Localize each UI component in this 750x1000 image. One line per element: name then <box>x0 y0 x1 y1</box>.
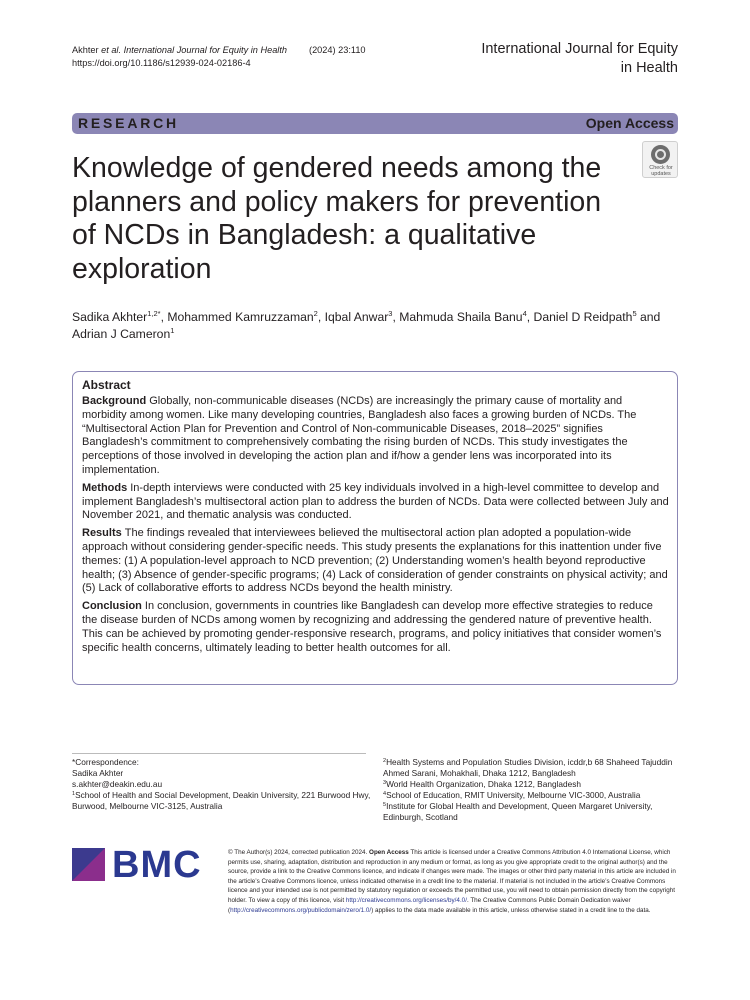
journal-name <box>448 40 678 78</box>
footnotes-right <box>383 757 683 823</box>
author-affiliation-sup: 2 <box>313 309 318 318</box>
author-separator: , <box>392 310 400 324</box>
abstract-section <box>82 482 669 523</box>
doi-link[interactable]: https://doi.org/10.1186/s12939-024-02186-4 <box>72 58 251 68</box>
author-name: Sadika Akhter <box>72 310 148 324</box>
author-name: Mohammed Kamruzzaman <box>167 310 314 324</box>
author-name: Daniel D Reidpath <box>533 310 633 324</box>
citation-year: (2024) 23:110 <box>309 45 366 55</box>
open-access-label: Open Access <box>585 115 674 131</box>
author-name: Adrian J Cameron <box>72 327 171 341</box>
affiliation-text: School of Education, RMIT University, Melbourne VIC-3000, Australia <box>386 790 641 800</box>
abstract-section-label: Conclusion <box>82 600 142 613</box>
journal-name-line2: in Health <box>620 60 678 76</box>
abstract-section-text: In-depth interviews were conducted with 25 key individuals involved in a high-level committee to develop and implement Bangladesh’s multisectoral action plan to address the burden of NCDs. Data were collected between July and November 2021, and thematic analysis was conducted. <box>82 481 669 522</box>
affiliation-text: Institute for Global Health and Development, Queen Margaret University, Edinburgh, Scotland <box>383 801 653 822</box>
article-title: Knowledge of gendered needs among the planners and policy makers for prevention of NCDs in Bangladesh: a qualitative exploration <box>72 152 602 285</box>
footnote-divider <box>72 753 366 754</box>
author-name: Iqbal Anwar <box>324 310 389 324</box>
check-updates-icon <box>651 145 670 164</box>
affiliation <box>72 790 372 812</box>
affiliation-number: 1 <box>72 791 76 797</box>
correspondence-label: *Correspondence: <box>72 757 139 767</box>
author-name: Mahmuda Shaila Banu <box>399 310 523 324</box>
citation-journal: et al. International Journal for Equity in Health <box>101 45 288 55</box>
abstract-section-label: Methods <box>82 481 128 494</box>
author-affiliation-sup: 5 <box>632 309 637 318</box>
correspondence-email[interactable]: s.akhter@deakin.edu.au <box>72 779 163 789</box>
waiver-link[interactable]: http://creativecommons.org/publicdomain/zero/1.0/ <box>230 906 372 914</box>
author-separator: and <box>636 310 661 324</box>
affiliation <box>383 790 683 801</box>
abstract-section-text: In conclusion, governments in countries like Bangladesh can develop more effective strategies to reduce the disease burden of NCDs among women by recognizing and addressing the gendered nature of preventive health. This can be achieved by promoting gender-responsive research, programs, and policy initiatives that consider women’s specific health concerns, ultimately leading to better health outcomes for all. <box>82 600 662 654</box>
affiliation-text: Health Systems and Population Studies Division, icddr,b 68 Shaheed Tajuddin Ahmed Sarani, Mohakhali, Dhaka 1212, Bangladesh <box>383 757 673 778</box>
article-type-banner <box>72 113 678 134</box>
author-affiliation-sup: 4 <box>522 309 527 318</box>
affiliation-text: School of Health and Social Development, Deakin University, 221 Burwood Hwy, Burwood, Melbourne VIC-3125, Australia <box>72 790 371 811</box>
affiliation-number: 3 <box>383 780 387 786</box>
abstract-section <box>82 600 669 655</box>
article-type: RESEARCH <box>78 115 179 131</box>
abstract-section <box>82 527 669 596</box>
running-header <box>72 44 366 70</box>
correspondence-name: Sadika Akhter <box>72 768 124 778</box>
author-separator: , <box>526 310 534 324</box>
author-separator: , <box>317 310 325 324</box>
abstract-sections <box>82 395 669 655</box>
affiliation <box>383 801 683 823</box>
author-list <box>72 309 662 343</box>
bmc-logo-text: BMC <box>112 844 202 886</box>
author-affiliation-sup: 3 <box>388 309 393 318</box>
abstract-section-label: Background <box>82 395 147 407</box>
affiliation-number: 4 <box>383 791 387 797</box>
bmc-logo <box>72 845 212 885</box>
author-separator: , <box>160 310 168 324</box>
abstract-section <box>82 395 669 478</box>
abstract-section-text: The findings revealed that interviewees believed the multisectoral action plan adopted a population-wide approach without considering gender-specific needs. This study presents the explanations for this inattention under five themes: (1) A population-level approach to NCD prevention; (2) Understanding women’s health beyond reproductive health; (3) Absence of gender-specific programs; (4) Lack of consideration of gender constraints on physical activity; and (5) Lack of collaborative efforts to address NCDs beyond the health ministry. <box>82 527 668 595</box>
author-affiliation-sup: 1,2* <box>147 309 161 318</box>
author-affiliation-sup: 1 <box>170 326 175 335</box>
abstract-section-text: Globally, non-communicable diseases (NCDs) are increasingly the primary cause of mortality and morbidity among women. Like many developing countries, Bangladesh also faces a growing burden of NCDs. The “Multisectoral Action Plan for Prevention and Control of Non-communicable Diseases, 2018–2025” signifies Bangladesh’s commitment to comprehensively combating the rising burden of NCDs. This study investigates the perceptions of those involved in developing the action plan and if/how a gender lens was incorporated into its implementation. <box>82 395 637 476</box>
abstract-box <box>72 371 678 685</box>
journal-name-line1: International Journal for Equity <box>481 41 678 57</box>
affiliation <box>383 779 683 790</box>
abstract-section-label: Results <box>82 527 122 540</box>
affiliation-number: 5 <box>383 802 387 808</box>
license-link[interactable]: http://creativecommons.org/licenses/by/4.0/ <box>345 896 467 904</box>
footnotes-left <box>72 757 372 812</box>
abstract-heading: Abstract <box>82 378 131 392</box>
affiliations-left <box>72 790 372 812</box>
check-for-updates-button[interactable] <box>642 141 678 178</box>
check-updates-text: Check for updates <box>649 165 673 177</box>
license-statement: © The Author(s) 2024, corrected publication 2024. Open Access This article is licensed under a Creative Commons Attribution 4.0 International License, which permits use, sharing, adaptation, distribution and reproduction in any medium or format, as long as you give appropriate credit to the original author(s) and the source, provide a link to the Creative Commons licence, and indicate if changes were made. The images or other third party material in this article are included in the article’s Creative Commons licence, unless indicated otherwise in a credit line to the material. If material is not included in the article’s Creative Commons licence and your intended use is not permitted by statutory regulation or exceeds the permitted use, you will need to obtain permission directly from the copyright holder. To view a copy of this licence, visit http://creativecommons.org/licenses/by/4.0/. The Creative Commons Public Domain Dedication waiver (http://creativecommons.org/publicdomain/zero/1.0/) applies to the data made available in this article, unless otherwise stated in a credit line to the data. <box>228 849 676 914</box>
affiliation-number: 2 <box>383 758 387 764</box>
affiliation <box>383 757 683 779</box>
affiliation-text: World Health Organization, Dhaka 1212, Bangladesh <box>386 779 582 789</box>
citation-authors: Akhter <box>72 45 102 55</box>
bmc-logo-triangle-icon <box>72 848 105 881</box>
